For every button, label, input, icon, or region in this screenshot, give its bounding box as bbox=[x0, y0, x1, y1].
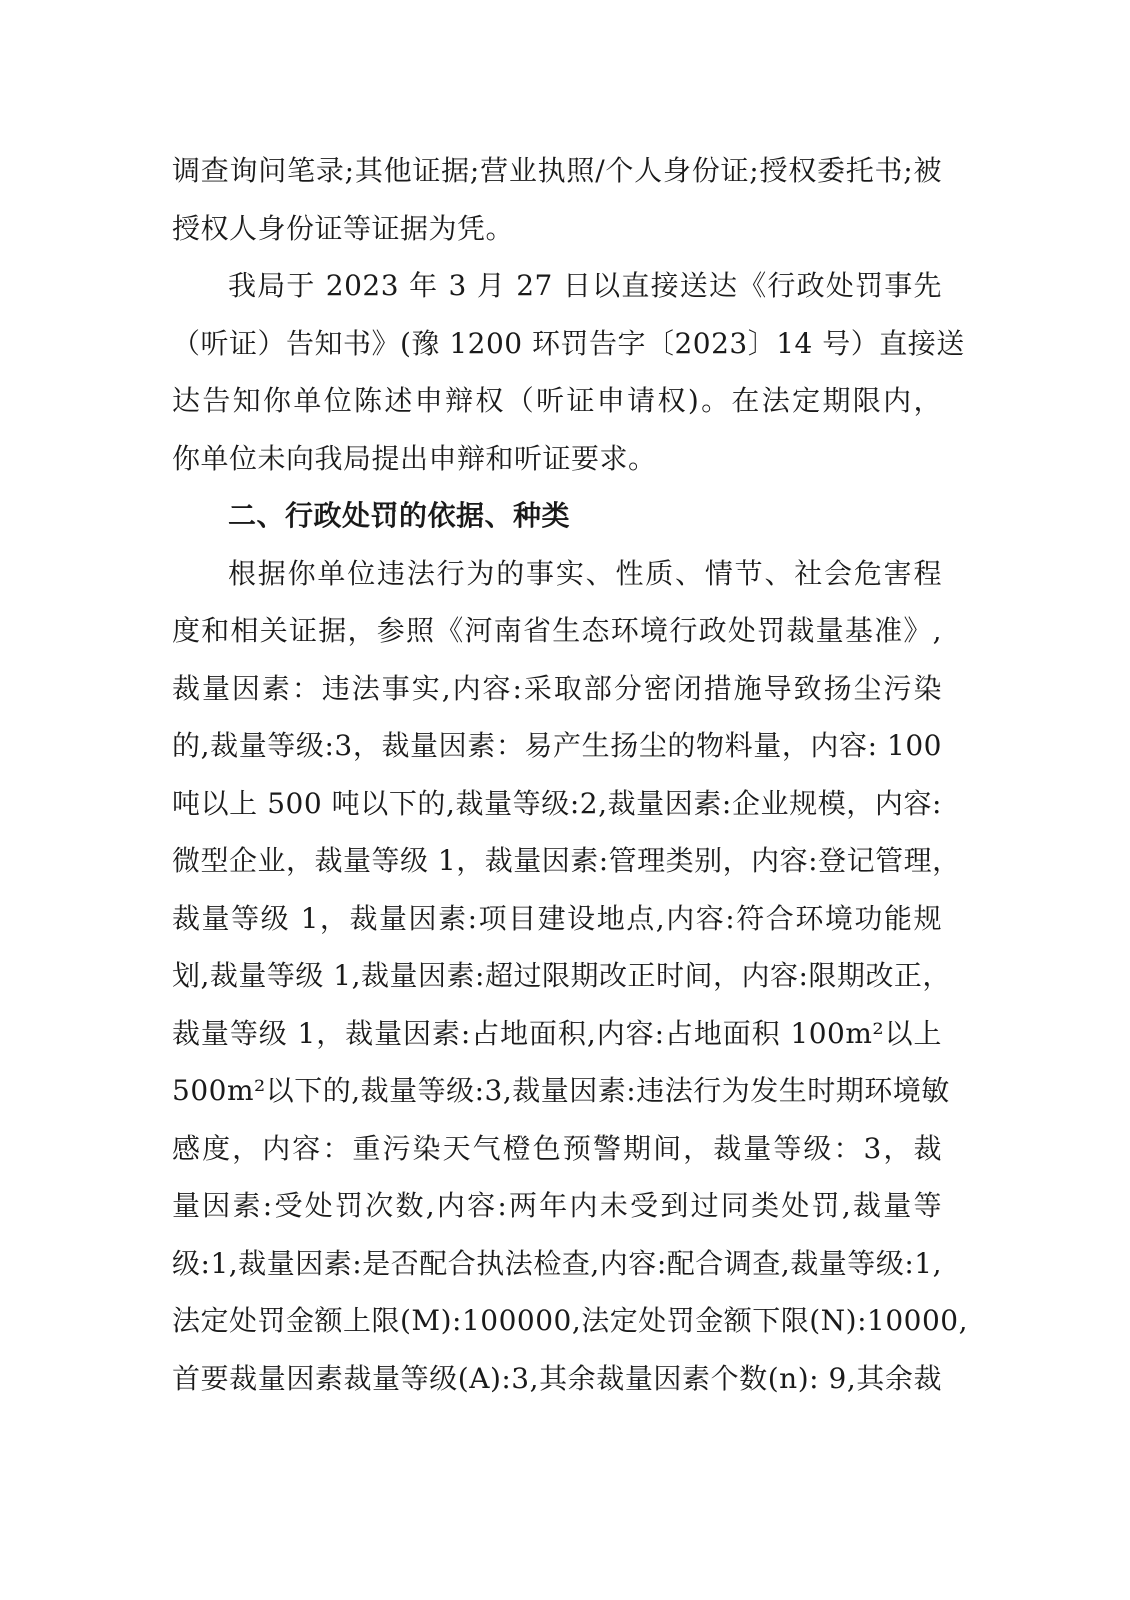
paragraph-notice bbox=[172, 264, 965, 494]
paragraph-basis bbox=[172, 552, 968, 1415]
text-line: 授权人身份证等证据为凭。 bbox=[172, 211, 515, 245]
text-line: 划,裁量等级 1,裁量因素:超过限期改正时间，内容:限期改正， bbox=[172, 959, 951, 992]
section-heading: 二、行政处罚的依据、种类 bbox=[228, 499, 571, 532]
text-line: 法定处罚金额上限(M):100000,法定处罚金额下限(N):10000, bbox=[172, 1304, 968, 1337]
text-line: 达告知你单位陈述申辩权（听证申请权)。在法定期限内， bbox=[172, 384, 942, 417]
text-line: 裁量等级 1，裁量因素:项目建设地点,内容:符合环境功能规 bbox=[172, 901, 942, 935]
text-line: 吨以上 500 吨以下的,裁量等级:2,裁量因素:企业规模，内容: bbox=[172, 786, 942, 820]
text-line: （听证）告知书》(豫 1200 环罚告字〔2023〕14 号）直接送 bbox=[172, 326, 965, 360]
text-line: 的,裁量等级:3，裁量因素：易产生扬尘的物料量，内容: 100 bbox=[172, 729, 942, 762]
text-line: 感度，内容：重污染天气橙色预警期间，裁量等级：3，裁 bbox=[172, 1131, 942, 1165]
text-line: 微型企业，裁量等级 1，裁量因素:管理类别，内容:登记管理， bbox=[172, 844, 961, 877]
text-line: 量因素:受处罚次数,内容:两年内未受到过同类处罚,裁量等 bbox=[172, 1189, 942, 1222]
text-line: 裁量等级 1，裁量因素:占地面积,内容:占地面积 100m²以上 bbox=[172, 1016, 942, 1050]
body-text bbox=[172, 149, 968, 1414]
text-line: 我局于 2023 年 3 月 27 日以直接送达《行政处罚事先 bbox=[228, 269, 942, 302]
text-line: 你单位未向我局提出申辩和听证要求。 bbox=[172, 441, 657, 475]
text-line: 度和相关证据，参照《河南省生态环境行政处罚裁量基准》, bbox=[172, 614, 942, 647]
text-line: 根据你单位违法行为的事实、性质、情节、社会危害程 bbox=[228, 556, 942, 590]
text-line: 级:1,裁量因素:是否配合执法检查,内容:配合调查,裁量等级:1, bbox=[172, 1246, 942, 1280]
text-line: 首要裁量因素裁量等级(A):3,其余裁量因素个数(n): 9,其余裁 bbox=[172, 1361, 942, 1395]
text-line: 裁量因素：违法事实,内容:采取部分密闭措施导致扬尘污染 bbox=[172, 671, 942, 705]
text-line: 调查询问笔录;其他证据;营业执照/个人身份证;授权委托书;被 bbox=[172, 154, 942, 187]
paragraph-evidence bbox=[172, 149, 942, 264]
text-line: 500m²以下的,裁量等级:3,裁量因素:违法行为发生时期环境敏 bbox=[172, 1074, 950, 1107]
